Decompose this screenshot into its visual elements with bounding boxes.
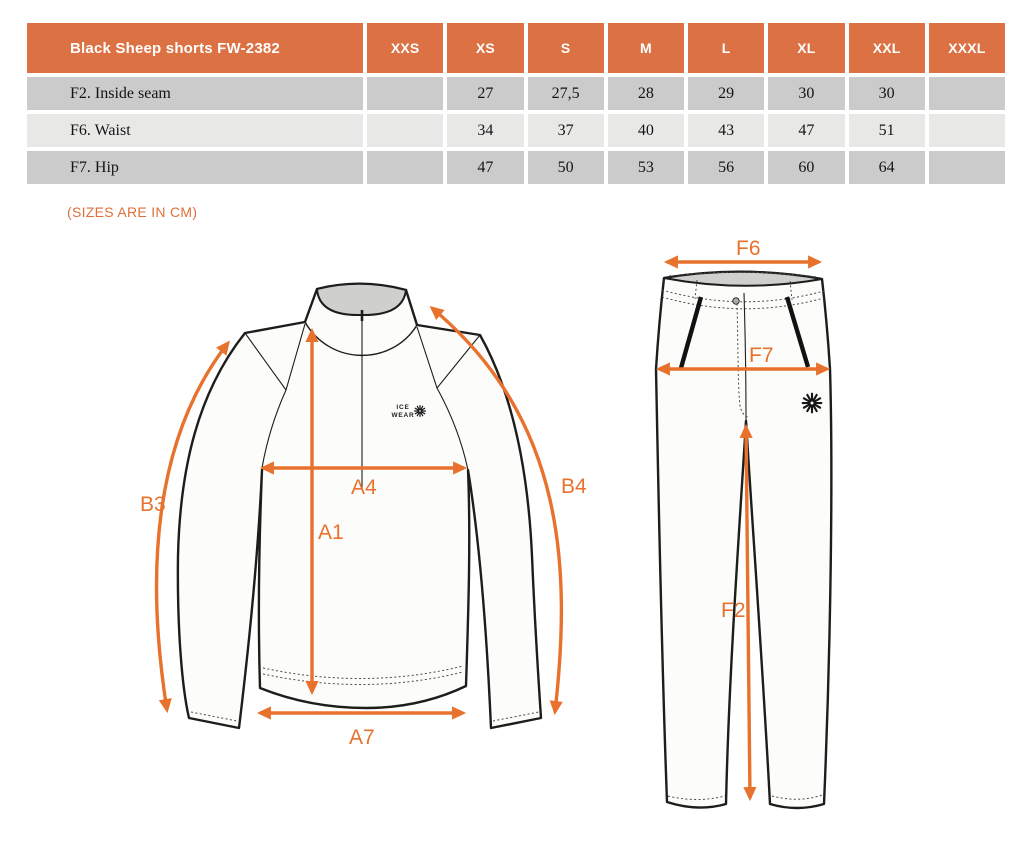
cell-hip-xxl: 64: [849, 151, 925, 184]
row-label-hip: F7. Hip: [27, 151, 363, 184]
cell-inside-seam-m: 28: [608, 77, 684, 110]
size-column-header-xxs: XXS: [367, 23, 443, 73]
cell-inside-seam-xl: 30: [768, 77, 844, 110]
cell-inside-seam-xs: 27: [447, 77, 523, 110]
cell-inside-seam-s: 27,5: [528, 77, 604, 110]
cell-hip-xl: 60: [768, 151, 844, 184]
brand-logo-line2: WEAR: [391, 412, 415, 419]
measure-label-f7: F7: [749, 344, 774, 367]
cell-hip-xs: 47: [447, 151, 523, 184]
size-column-header-s: S: [528, 23, 604, 73]
measure-label-b4: B4: [561, 475, 587, 498]
cell-waist-xs: 34: [447, 114, 523, 147]
size-column-header-l: L: [688, 23, 764, 73]
cell-inside-seam-l: 29: [688, 77, 764, 110]
shirt-diagram: [140, 284, 587, 749]
cell-waist-l: 43: [688, 114, 764, 147]
cell-hip-s: 50: [528, 151, 604, 184]
pants-diagram: [656, 237, 831, 808]
brand-logo-line1: ICE: [396, 404, 410, 411]
measure-label-a7: A7: [349, 726, 375, 749]
cell-waist-m: 40: [608, 114, 684, 147]
measure-label-f2: F2: [721, 599, 746, 622]
table-title-cell: Black Sheep shorts FW-2382: [27, 23, 363, 73]
row-label-inside-seam: F2. Inside seam: [27, 77, 363, 110]
measure-label-b3: B3: [140, 493, 166, 516]
measure-label-a4: A4: [351, 476, 377, 499]
size-column-header-xs: XS: [447, 23, 523, 73]
measure-label-a1: A1: [318, 521, 344, 544]
waist-button: [733, 298, 739, 304]
size-column-header-m: M: [608, 23, 684, 73]
cell-waist-xl: 47: [768, 114, 844, 147]
size-column-header-xl: XL: [768, 23, 844, 73]
cell-hip-l: 56: [688, 151, 764, 184]
measure-label-f6: F6: [736, 237, 761, 260]
size-column-header-xxl: XXL: [849, 23, 925, 73]
size-column-header-xxxl: XXXL: [929, 23, 1005, 73]
cell-waist-xxl: 51: [849, 114, 925, 147]
sizes-in-cm-note: (SIZES ARE IN CM): [67, 204, 198, 220]
shirt-outline: [178, 284, 541, 728]
cell-inside-seam-xxl: 30: [849, 77, 925, 110]
row-label-waist: F6. Waist: [27, 114, 363, 147]
cell-waist-s: 37: [528, 114, 604, 147]
cell-hip-m: 53: [608, 151, 684, 184]
